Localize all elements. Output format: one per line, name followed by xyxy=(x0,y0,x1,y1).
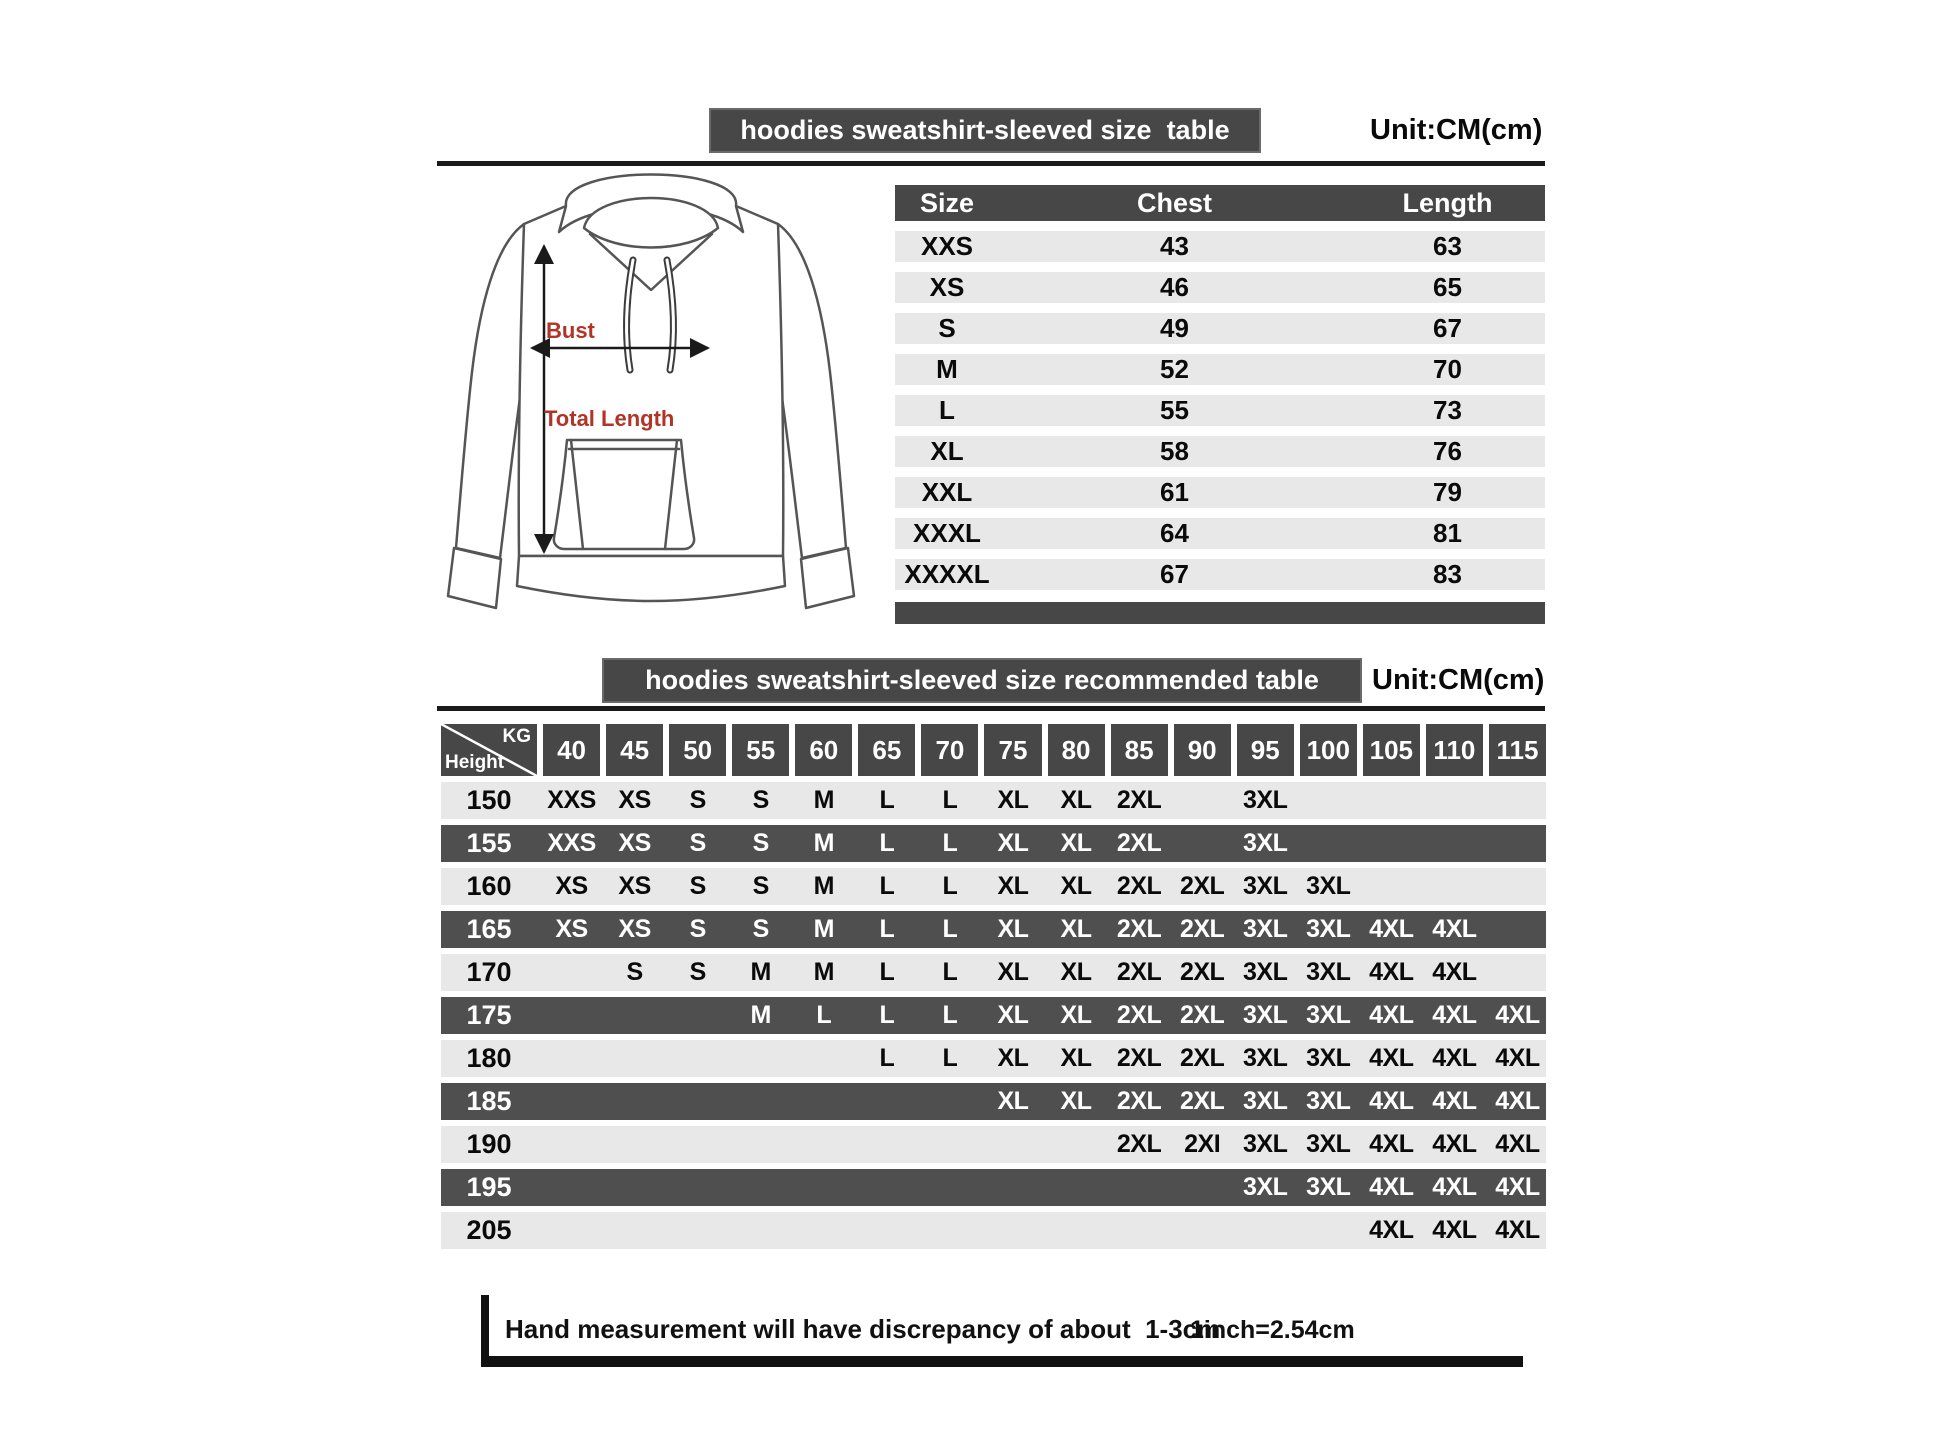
size-value: XL xyxy=(997,872,1029,900)
weight-header-cell: 40 xyxy=(543,724,600,776)
size-value: 3XL xyxy=(1243,915,1288,943)
size-value: S xyxy=(752,872,769,900)
size-value: XL xyxy=(1060,786,1092,814)
matrix-row xyxy=(441,782,1546,819)
size-value: M xyxy=(813,958,834,986)
size-value: XS xyxy=(555,872,588,900)
weight-header-cell: 55 xyxy=(732,724,789,776)
waistband xyxy=(517,556,785,601)
size-value: M xyxy=(813,915,834,943)
size-value: 4XL xyxy=(1369,1173,1414,1201)
size-value: XL xyxy=(1060,1087,1092,1115)
size-value: 3XL xyxy=(1306,1044,1351,1072)
matrix-row xyxy=(441,911,1546,948)
size-value: 3XL xyxy=(1306,872,1351,900)
length-cell: 79 xyxy=(1433,477,1462,507)
matrix-rows xyxy=(441,782,1546,1249)
weight-header-cell: 50 xyxy=(669,724,726,776)
size-value: S xyxy=(626,958,643,986)
size-value: XS xyxy=(618,829,651,857)
size-value: 3XL xyxy=(1306,1173,1351,1201)
size-value: 2XL xyxy=(1116,1001,1162,1029)
height-label: 205 xyxy=(466,1215,512,1245)
size-value: 4XL xyxy=(1369,1216,1414,1244)
size-value: 3XL xyxy=(1243,1044,1288,1072)
kangaroo-pocket xyxy=(554,440,694,549)
size-value: S xyxy=(752,915,769,943)
size-value: L xyxy=(879,1001,895,1029)
size-table-column-header: Length xyxy=(1402,187,1493,218)
size-table-row xyxy=(895,395,1545,426)
chest-cell: 58 xyxy=(1160,436,1189,466)
chest-cell: 61 xyxy=(1160,477,1189,507)
matrix-row xyxy=(441,868,1546,905)
recommend-table-unit: Unit:CM(cm) xyxy=(1372,664,1545,696)
size-value: 3XL xyxy=(1243,1130,1288,1158)
size-value: S xyxy=(689,958,706,986)
size-value: XL xyxy=(1060,915,1092,943)
size-value: 4XL xyxy=(1495,1087,1540,1115)
size-value: 4XL xyxy=(1495,1044,1540,1072)
size-value: 2XL xyxy=(1179,1044,1225,1072)
size-value: M xyxy=(813,829,834,857)
weight-header-cell: 105 xyxy=(1363,724,1420,776)
size-value: 3XL xyxy=(1306,915,1351,943)
chest-cell: 64 xyxy=(1160,518,1189,548)
size-value: 3XL xyxy=(1306,1001,1351,1029)
kg-axis-label: KG xyxy=(502,726,531,747)
size-table-row xyxy=(895,231,1545,262)
size-value: 2XL xyxy=(1116,915,1162,943)
size-value: M xyxy=(813,786,834,814)
weight-header-cell: 90 xyxy=(1174,724,1231,776)
size-cell: XXXL xyxy=(913,518,981,548)
weight-header-cell: 100 xyxy=(1300,724,1357,776)
size-value: 4XL xyxy=(1369,958,1414,986)
height-label: 185 xyxy=(466,1086,512,1116)
bust-label: Bust xyxy=(546,318,595,343)
size-cell: XS xyxy=(929,272,965,302)
matrix-row xyxy=(441,1126,1546,1163)
size-value: 3XL xyxy=(1243,872,1288,900)
size-value: L xyxy=(942,1001,958,1029)
divider-line-middle xyxy=(437,706,1545,711)
size-value: 4XL xyxy=(1369,1001,1414,1029)
size-value: XL xyxy=(1060,1001,1092,1029)
size-value: L xyxy=(942,829,958,857)
matrix-row xyxy=(441,825,1546,862)
size-value: 4XL xyxy=(1432,1173,1477,1201)
length-cell: 76 xyxy=(1433,436,1462,466)
size-value: XL xyxy=(997,829,1029,857)
size-value: XXS xyxy=(547,829,596,857)
matrix-row xyxy=(441,1083,1546,1120)
size-cell: XXXXL xyxy=(904,559,990,589)
weight-header-cell: 85 xyxy=(1111,724,1168,776)
height-label: 175 xyxy=(466,1000,512,1030)
size-table-row xyxy=(895,272,1545,303)
chest-cell: 49 xyxy=(1160,313,1189,343)
weight-header-cell: 95 xyxy=(1237,724,1294,776)
chest-cell: 52 xyxy=(1160,354,1189,384)
size-value: 4XL xyxy=(1495,1173,1540,1201)
size-value: S xyxy=(752,829,769,857)
size-value: XL xyxy=(1060,958,1092,986)
length-cell: 65 xyxy=(1433,272,1462,302)
size-cell: S xyxy=(938,313,956,343)
size-table-rows xyxy=(895,231,1545,590)
size-value: L xyxy=(942,958,958,986)
size-value: XL xyxy=(997,1044,1029,1072)
size-value: 4XL xyxy=(1369,1087,1414,1115)
weight-header-cell: 60 xyxy=(795,724,852,776)
matrix-header-row xyxy=(441,724,1546,776)
size-table-column-header: Size xyxy=(919,187,975,218)
size-table-row xyxy=(895,477,1545,508)
size-value: L xyxy=(942,1044,958,1072)
size-table-row xyxy=(895,354,1545,385)
height-label: 180 xyxy=(466,1043,512,1073)
size-value: 2XL xyxy=(1179,1001,1225,1029)
size-value: M xyxy=(750,1001,771,1029)
size-value: XL xyxy=(1060,1044,1092,1072)
length-cell: 73 xyxy=(1433,395,1462,425)
size-value: L xyxy=(879,958,895,986)
length-cell: 70 xyxy=(1433,354,1462,384)
size-value: 3XL xyxy=(1243,1173,1288,1201)
size-value: 4XL xyxy=(1495,1130,1540,1158)
size-table-column-header: Chest xyxy=(1136,187,1212,218)
size-value: 3XL xyxy=(1243,786,1288,814)
size-value: 2XL xyxy=(1116,1130,1162,1158)
size-table-row xyxy=(895,518,1545,549)
hoodie-measurement-diagram xyxy=(440,172,860,627)
size-value: 2XL xyxy=(1116,1044,1162,1072)
size-value: 4XL xyxy=(1432,1087,1477,1115)
matrix-row xyxy=(441,1169,1546,1206)
size-value: XXS xyxy=(547,786,596,814)
size-value: L xyxy=(942,872,958,900)
size-value: XS xyxy=(618,786,651,814)
weight-header-cell: 115 xyxy=(1489,724,1546,776)
left-cuff xyxy=(448,548,501,608)
right-cuff xyxy=(801,548,854,608)
size-value: XL xyxy=(997,958,1029,986)
left-sleeve xyxy=(456,224,524,558)
size-value: L xyxy=(879,872,895,900)
size-value: 2XI xyxy=(1184,1130,1221,1158)
size-value: L xyxy=(879,829,895,857)
weight-header-cell: 80 xyxy=(1048,724,1105,776)
chest-cell: 46 xyxy=(1160,272,1189,302)
size-value: XS xyxy=(618,915,651,943)
size-value: S xyxy=(689,786,706,814)
size-value: 2XL xyxy=(1116,872,1162,900)
length-cell: 83 xyxy=(1433,559,1462,589)
weight-header-cell: 70 xyxy=(921,724,978,776)
size-cell: M xyxy=(936,354,958,384)
matrix-row xyxy=(441,954,1546,991)
size-value: 3XL xyxy=(1243,958,1288,986)
weight-header-cell: 45 xyxy=(606,724,663,776)
size-value: 4XL xyxy=(1432,958,1477,986)
chest-cell: 67 xyxy=(1160,559,1189,589)
size-value: 2XL xyxy=(1116,958,1162,986)
size-value: 4XL xyxy=(1369,915,1414,943)
size-value: M xyxy=(750,958,771,986)
size-value: 2XL xyxy=(1179,915,1225,943)
recommend-table xyxy=(441,724,1546,1249)
size-value: L xyxy=(942,786,958,814)
divider-line-top xyxy=(437,161,1545,166)
size-value: 2XL xyxy=(1179,958,1225,986)
height-axis-label: Height xyxy=(445,752,505,773)
matrix-corner-cell xyxy=(441,724,537,776)
weight-header-cell: 75 xyxy=(984,724,1041,776)
size-value: XS xyxy=(618,872,651,900)
size-value: 4XL xyxy=(1432,915,1477,943)
size-value: XL xyxy=(1060,829,1092,857)
height-label: 155 xyxy=(466,828,512,858)
size-value: XL xyxy=(997,1087,1029,1115)
measurement-note: Hand measurement will have discrepancy of about 1-3cm xyxy=(505,1314,1221,1344)
height-label: 150 xyxy=(466,785,512,815)
size-value: S xyxy=(689,829,706,857)
inch-conversion-note: 1inch=2.54cm xyxy=(1190,1316,1355,1344)
size-table-row xyxy=(895,559,1545,590)
length-cell: 67 xyxy=(1433,313,1462,343)
size-value: 2XL xyxy=(1179,1087,1225,1115)
size-value: XL xyxy=(1060,872,1092,900)
matrix-row xyxy=(441,1212,1546,1249)
size-cell: L xyxy=(939,395,955,425)
recommend-table-title: hoodies sweatshirt-sleeved size recommended table xyxy=(604,660,1360,701)
size-value: S xyxy=(689,872,706,900)
size-value: 2XL xyxy=(1116,1087,1162,1115)
size-value: 3XL xyxy=(1306,1130,1351,1158)
chest-cell: 43 xyxy=(1160,231,1189,261)
size-value: 2XL xyxy=(1116,786,1162,814)
size-table-unit: Unit:CM(cm) xyxy=(1370,114,1543,146)
right-sleeve xyxy=(778,224,846,558)
size-table-row xyxy=(895,436,1545,467)
chest-cell: 55 xyxy=(1160,395,1189,425)
height-label: 190 xyxy=(466,1129,512,1159)
size-value: L xyxy=(879,786,895,814)
size-cell: XXL xyxy=(921,477,973,507)
weight-header-cell: 110 xyxy=(1426,724,1483,776)
footer-bracket-horizontal xyxy=(481,1356,1523,1367)
size-value: 4XL xyxy=(1495,1001,1540,1029)
height-label: 195 xyxy=(466,1172,512,1202)
size-value: 3XL xyxy=(1243,1087,1288,1115)
height-label: 160 xyxy=(466,871,512,901)
size-value: S xyxy=(752,786,769,814)
height-label: 170 xyxy=(466,957,512,987)
size-value: L xyxy=(879,915,895,943)
size-value: 4XL xyxy=(1495,1216,1540,1244)
weight-header-cell: 65 xyxy=(858,724,915,776)
size-value: XL xyxy=(997,786,1029,814)
size-value: L xyxy=(816,1001,832,1029)
size-table-title: hoodies sweatshirt-sleeved size table xyxy=(711,110,1259,151)
size-value: 4XL xyxy=(1432,1044,1477,1072)
size-value: 4XL xyxy=(1432,1130,1477,1158)
matrix-row xyxy=(441,1040,1546,1077)
length-cell: 63 xyxy=(1433,231,1462,261)
size-value: 3XL xyxy=(1243,1001,1288,1029)
size-value: S xyxy=(689,915,706,943)
size-value: L xyxy=(942,915,958,943)
size-value: 2XL xyxy=(1179,872,1225,900)
size-value: 4XL xyxy=(1432,1001,1477,1029)
size-table-row xyxy=(895,313,1545,344)
size-value: XL xyxy=(997,1001,1029,1029)
size-value: 4XL xyxy=(1369,1044,1414,1072)
size-value: 3XL xyxy=(1306,958,1351,986)
size-value: 3XL xyxy=(1306,1087,1351,1115)
total-length-label: Total Length xyxy=(544,406,675,431)
size-table xyxy=(895,185,1545,624)
length-cell: 81 xyxy=(1433,518,1462,548)
matrix-row xyxy=(441,997,1546,1034)
size-value: 2XL xyxy=(1116,829,1162,857)
size-value: L xyxy=(879,1044,895,1072)
height-label: 165 xyxy=(466,914,512,944)
size-cell: XL xyxy=(930,436,964,466)
size-value: 4XL xyxy=(1432,1216,1477,1244)
size-value: 3XL xyxy=(1243,829,1288,857)
size-value: 4XL xyxy=(1369,1130,1414,1158)
size-table-header xyxy=(895,185,1545,221)
hoodie-outline xyxy=(448,175,854,609)
size-value: M xyxy=(813,872,834,900)
size-table-footer-bar xyxy=(895,602,1545,624)
size-value: XS xyxy=(555,915,588,943)
size-cell: XXS xyxy=(920,231,974,261)
size-value: XL xyxy=(997,915,1029,943)
